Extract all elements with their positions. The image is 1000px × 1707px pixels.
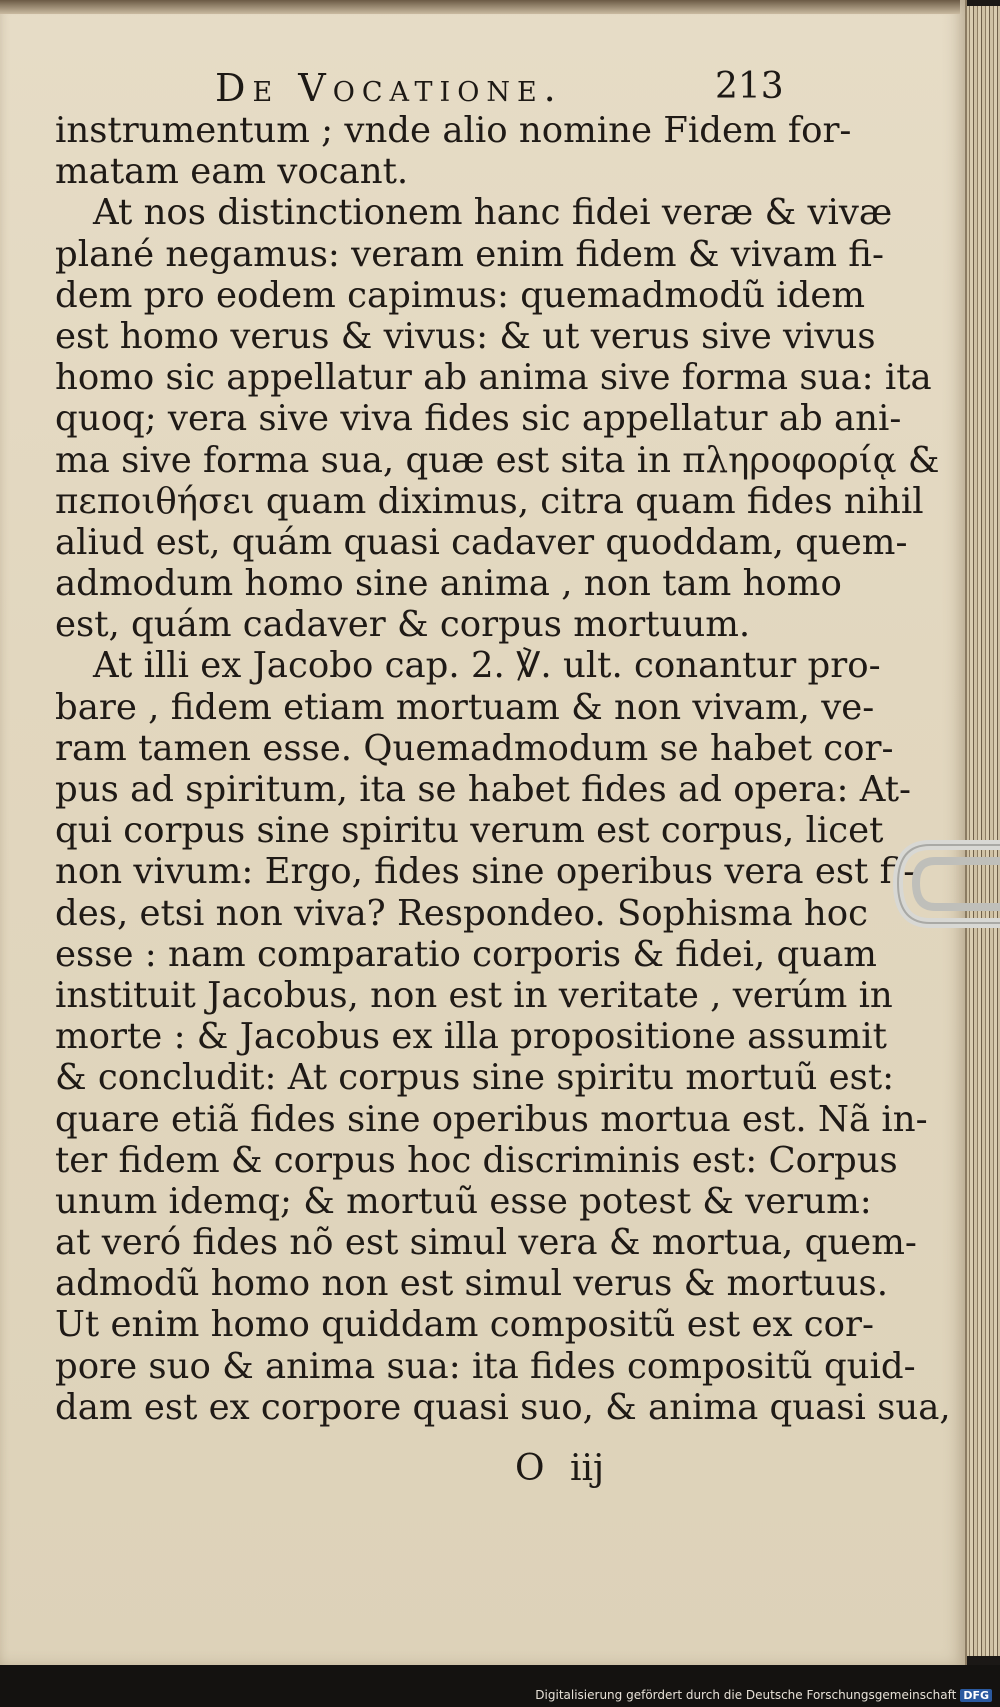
text-line: πεποιθήσει quam diximus, citra quam fides nihil [55,480,924,522]
text-line: dam est ex corpore quasi suo, & anima quasi sua, [55,1386,951,1428]
text-line: Ut enim homo quiddam compositũ est ex cor- [55,1304,875,1346]
text-line: instituit Jacobus, non est in veritate , verúm in [55,974,893,1016]
paper-clip-icon [890,833,1000,943]
text-line: est homo verus & vivus: & ut verus sive vivus [55,315,876,357]
text-line: quare etiã fides sine operibus mortua est. Nã in- [55,1098,928,1140]
dfg-logo: DFG [960,1689,992,1702]
text-line: homo sic appellatur ab anima sive forma sua: ita [55,357,932,399]
text-line: pore suo & anima sua: ita fides compositũ quid- [55,1345,916,1387]
top-edge [0,0,960,14]
credit-text: Digitalisierung gefördert durch die Deutsche Forschungsgemeinschaft [535,1688,957,1702]
page-footer [55,1448,775,1498]
text-line: matam eam vocant. [55,151,409,193]
text-line: des, etsi non viva? Respondeo. Sophisma hoc [55,892,869,934]
text-line: quoq; vera sive viva fides sic appellatur ab ani- [55,398,902,440]
text-line: admodum homo sine anima , non tam homo [55,563,842,605]
text-line: plané negamus: veram enim fidem & vivam fi- [55,233,884,275]
text-line: aliud est, quám quasi cadaver quoddam, quem- [55,521,908,563]
text-line: instrumentum ; vnde alio nomine Fidem for- [55,110,852,151]
text-block [55,110,951,1428]
signature-mark: O iij [515,1448,605,1489]
text-line: bare , fidem etiam mortuam & non vivam, ve- [55,686,875,728]
text-line: morte : & Jacobus ex illa propositione assumit [55,1016,887,1058]
text-line: admodũ homo non est simul verus & mortuus. [55,1263,889,1305]
text-line: est, quám cadaver & corpus mortuum. [55,604,751,646]
text-line: at veró fides nõ est simul vera & mortua, quem- [55,1222,917,1264]
text-line: At illi ex Jacobo cap. 2. ℣. ult. conantur pro- [93,645,881,687]
text-line: non vivum: Ergo, fides sine operibus vera est fi- [55,851,916,893]
page-number: 213 [715,66,784,107]
text-line: ma sive forma sua, quæ est sita in πληροφορίᾳ & [55,439,940,481]
text-line: pus ad spiritum, ita se habet fides ad opera: At- [55,769,911,810]
text-line: dem pro eodem capimus: quemadmodũ idem [55,274,866,316]
running-head: De Vocatione. [215,66,563,110]
digitization-credit [535,1688,992,1702]
text-line: ter fidem & corpus hoc discriminis est: Corpus [55,1139,898,1181]
text-line: unum idemq; & mortuũ esse potest & verum: [55,1180,872,1222]
text-line: & concludit: At corpus sine spiritu mortuũ est: [55,1057,895,1099]
text-line: At nos distinctionem hanc fidei veræ & vivæ [93,192,893,234]
text-line: qui corpus sine spiritu verum est corpus, licet [55,810,884,852]
text-line: esse : nam comparatio corporis & fidei, quam [55,933,877,975]
text-line: ram tamen esse. Quemadmodum se habet cor- [55,727,894,769]
